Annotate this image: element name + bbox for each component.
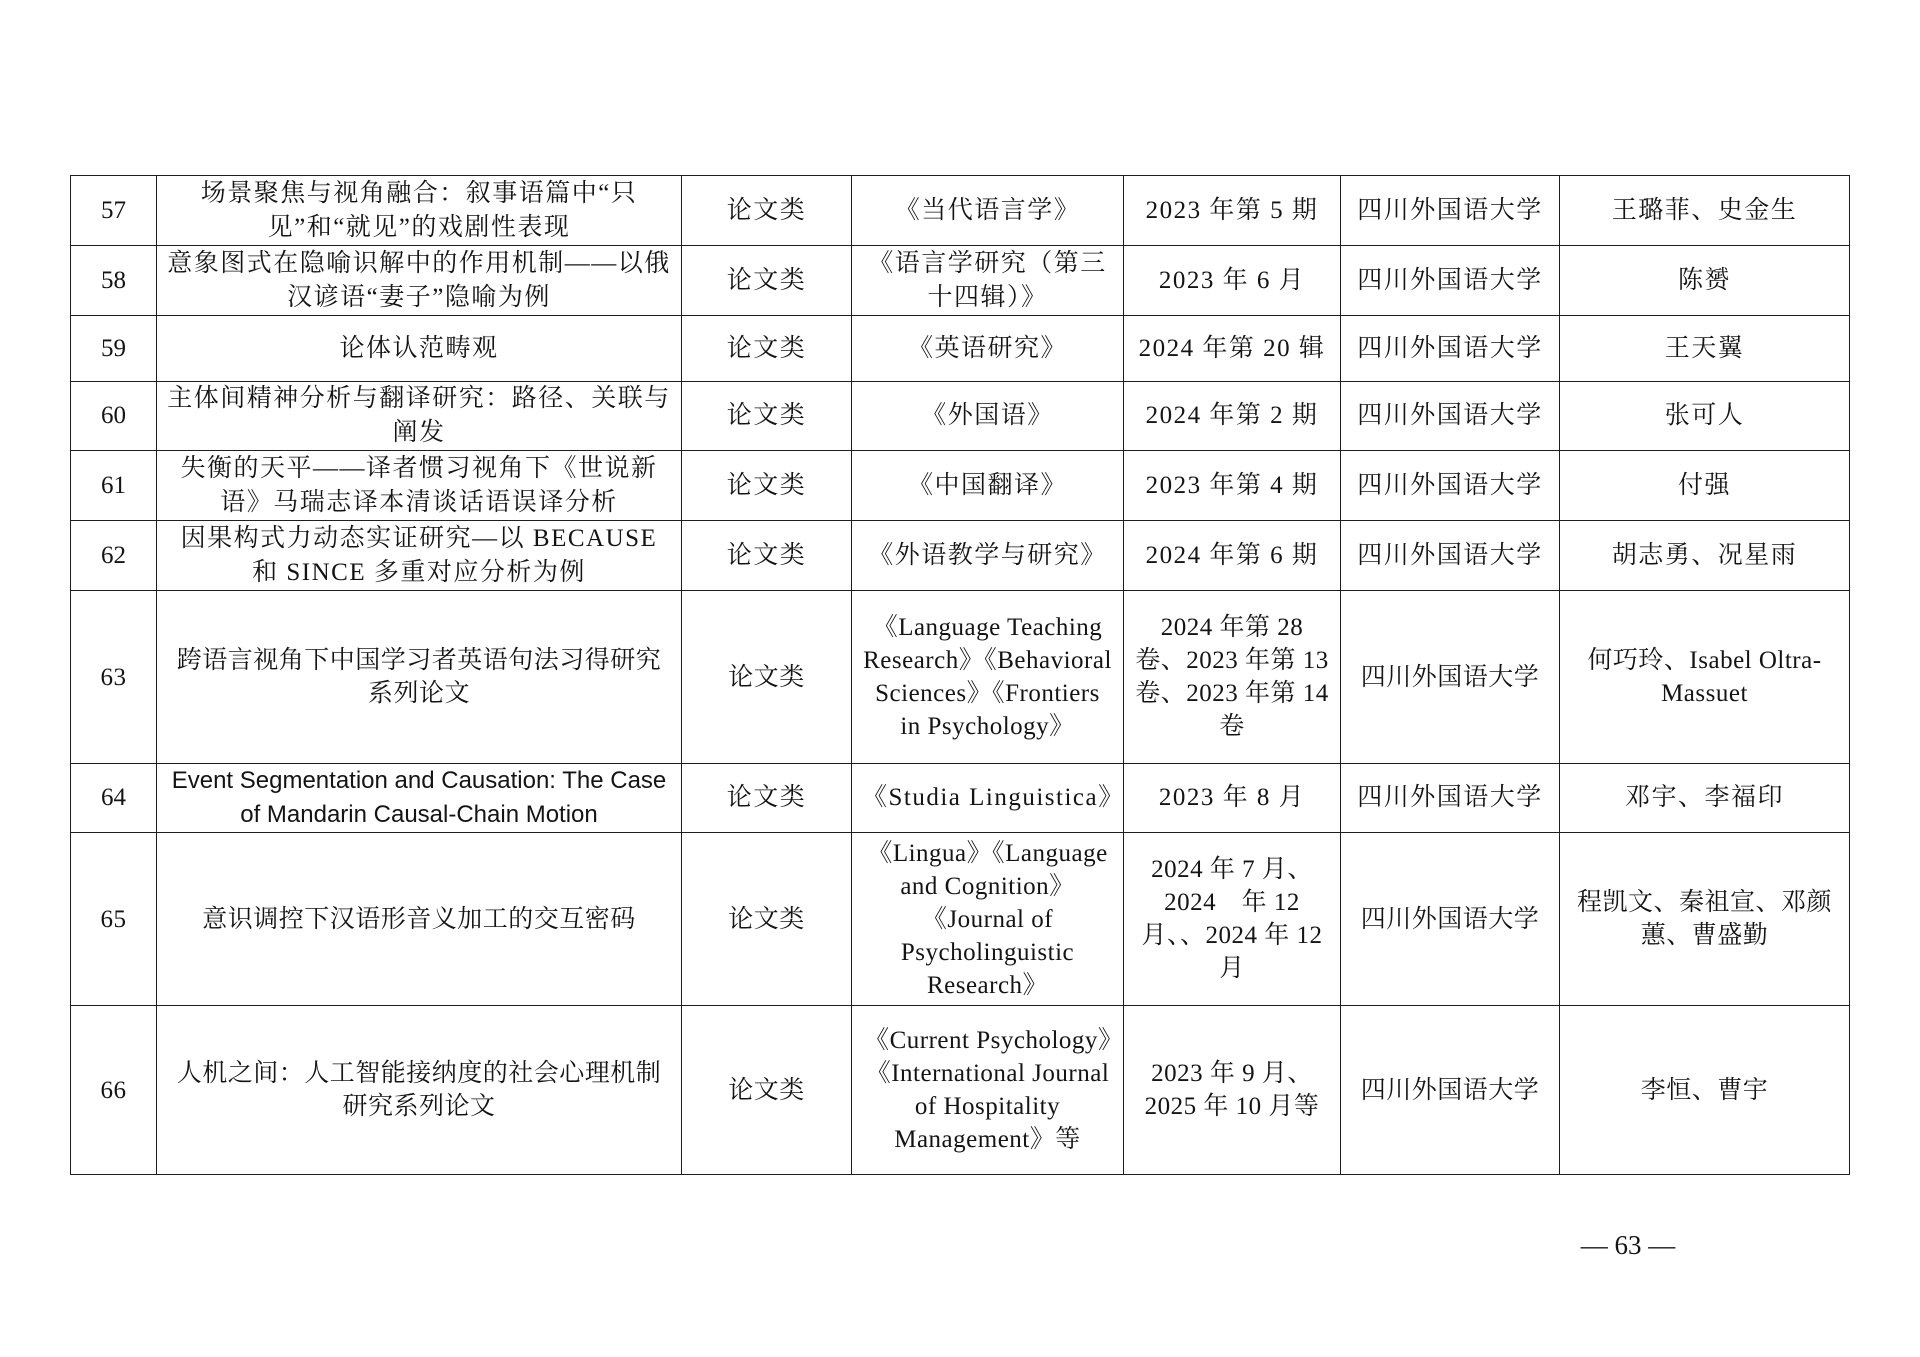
row-number-cell: 63 — [71, 591, 157, 764]
row-number-cell: 57 — [71, 176, 157, 246]
table-row — [71, 833, 1850, 1006]
row-number-cell: 65 — [71, 833, 157, 1006]
unit-cell: 四川外国语大学 — [1341, 521, 1560, 591]
journal-cell: 《Lingua》《Language and Cognition》《Journal of Psycholinguistic Research》 — [852, 833, 1124, 1006]
title-cell: 跨语言视角下中国学习者英语句法习得研究系列论文 — [157, 591, 682, 764]
journal-cell: 《中国翻译》 — [852, 451, 1124, 521]
table-row — [71, 316, 1850, 382]
category-cell: 论文类 — [682, 1006, 852, 1175]
category-cell: 论文类 — [682, 591, 852, 764]
title-cell: 失衡的天平——译者惯习视角下《世说新语》马瑞志译本清谈话语误译分析 — [157, 451, 682, 521]
date-cell: 2023 年第 5 期 — [1124, 176, 1341, 246]
unit-cell: 四川外国语大学 — [1341, 316, 1560, 382]
table-row — [71, 176, 1850, 246]
row-number-cell: 59 — [71, 316, 157, 382]
authors-cell: 胡志勇、况星雨 — [1560, 521, 1850, 591]
category-cell: 论文类 — [682, 382, 852, 451]
journal-cell: 《外国语》 — [852, 382, 1124, 451]
unit-cell: 四川外国语大学 — [1341, 833, 1560, 1006]
row-number-cell: 66 — [71, 1006, 157, 1175]
title-cell: Event Segmentation and Causation: The Case of Mandarin Causal-Chain Motion — [157, 764, 682, 833]
table-row — [71, 246, 1850, 316]
title-cell: 人机之间：人工智能接纳度的社会心理机制研究系列论文 — [157, 1006, 682, 1175]
row-number-cell: 58 — [71, 246, 157, 316]
date-cell: 2023 年 9 月、2025 年 10 月等 — [1124, 1006, 1341, 1175]
date-cell: 2024 年第 6 期 — [1124, 521, 1341, 591]
unit-cell: 四川外国语大学 — [1341, 591, 1560, 764]
title-cell: 意象图式在隐喻识解中的作用机制——以俄汉谚语“妻子”隐喻为例 — [157, 246, 682, 316]
journal-cell: 《Studia Linguistica》 — [852, 764, 1124, 833]
date-cell: 2024 年第 20 辑 — [1124, 316, 1341, 382]
category-cell: 论文类 — [682, 176, 852, 246]
row-number-cell: 62 — [71, 521, 157, 591]
unit-cell: 四川外国语大学 — [1341, 176, 1560, 246]
table-row — [71, 451, 1850, 521]
unit-cell: 四川外国语大学 — [1341, 382, 1560, 451]
table-row — [71, 591, 1850, 764]
category-cell: 论文类 — [682, 764, 852, 833]
row-number-cell: 61 — [71, 451, 157, 521]
date-cell: 2024 年第 2 期 — [1124, 382, 1341, 451]
unit-cell: 四川外国语大学 — [1341, 1006, 1560, 1175]
date-cell: 2023 年 6 月 — [1124, 246, 1341, 316]
title-cell: 主体间精神分析与翻译研究：路径、关联与阐发 — [157, 382, 682, 451]
journal-cell: 《当代语言学》 — [852, 176, 1124, 246]
date-cell: 2024 年 7 月、2024 年 12 月、、2024 年 12 月 — [1124, 833, 1341, 1006]
authors-cell: 邓宇、李福印 — [1560, 764, 1850, 833]
title-cell: 意识调控下汉语形音义加工的交互密码 — [157, 833, 682, 1006]
authors-cell: 程凯文、秦祖宣、邓颜蕙、曹盛勤 — [1560, 833, 1850, 1006]
category-cell: 论文类 — [682, 246, 852, 316]
journal-cell: 《外语教学与研究》 — [852, 521, 1124, 591]
publication-table — [70, 175, 1850, 1175]
journal-cell: 《Current Psychology》《International Journal of Hospitality Management》等 — [852, 1006, 1124, 1175]
journal-cell: 《语言学研究（第三十四辑）》 — [852, 246, 1124, 316]
category-cell: 论文类 — [682, 833, 852, 1006]
table-row — [71, 521, 1850, 591]
page-number: — 63 — — [1580, 1230, 1676, 1260]
authors-cell: 张可人 — [1560, 382, 1850, 451]
unit-cell: 四川外国语大学 — [1341, 451, 1560, 521]
unit-cell: 四川外国语大学 — [1341, 764, 1560, 833]
category-cell: 论文类 — [682, 316, 852, 382]
category-cell: 论文类 — [682, 521, 852, 591]
authors-cell: 陈赟 — [1560, 246, 1850, 316]
table-row — [71, 1006, 1850, 1175]
date-cell: 2023 年 8 月 — [1124, 764, 1341, 833]
table-row — [71, 382, 1850, 451]
journal-cell: 《Language Teaching Research》《Behavioral Sciences》《Frontiers in Psychology》 — [852, 591, 1124, 764]
journal-cell: 《英语研究》 — [852, 316, 1124, 382]
date-cell: 2023 年第 4 期 — [1124, 451, 1341, 521]
date-cell: 2024 年第 28 卷、2023 年第 13 卷、2023 年第 14 卷 — [1124, 591, 1341, 764]
unit-cell: 四川外国语大学 — [1341, 246, 1560, 316]
title-cell: 场景聚焦与视角融合：叙事语篇中“只见”和“就见”的戏剧性表现 — [157, 176, 682, 246]
authors-cell: 王天翼 — [1560, 316, 1850, 382]
authors-cell: 何巧玲、Isabel Oltra-Massuet — [1560, 591, 1850, 764]
table-row — [71, 764, 1850, 833]
authors-cell: 付强 — [1560, 451, 1850, 521]
authors-cell: 李恒、曹宇 — [1560, 1006, 1850, 1175]
row-number-cell: 64 — [71, 764, 157, 833]
title-cell: 因果构式力动态实证研究—以 BECAUSE 和 SINCE 多重对应分析为例 — [157, 521, 682, 591]
authors-cell: 王璐菲、史金生 — [1560, 176, 1850, 246]
title-cell: 论体认范畴观 — [157, 316, 682, 382]
row-number-cell: 60 — [71, 382, 157, 451]
category-cell: 论文类 — [682, 451, 852, 521]
